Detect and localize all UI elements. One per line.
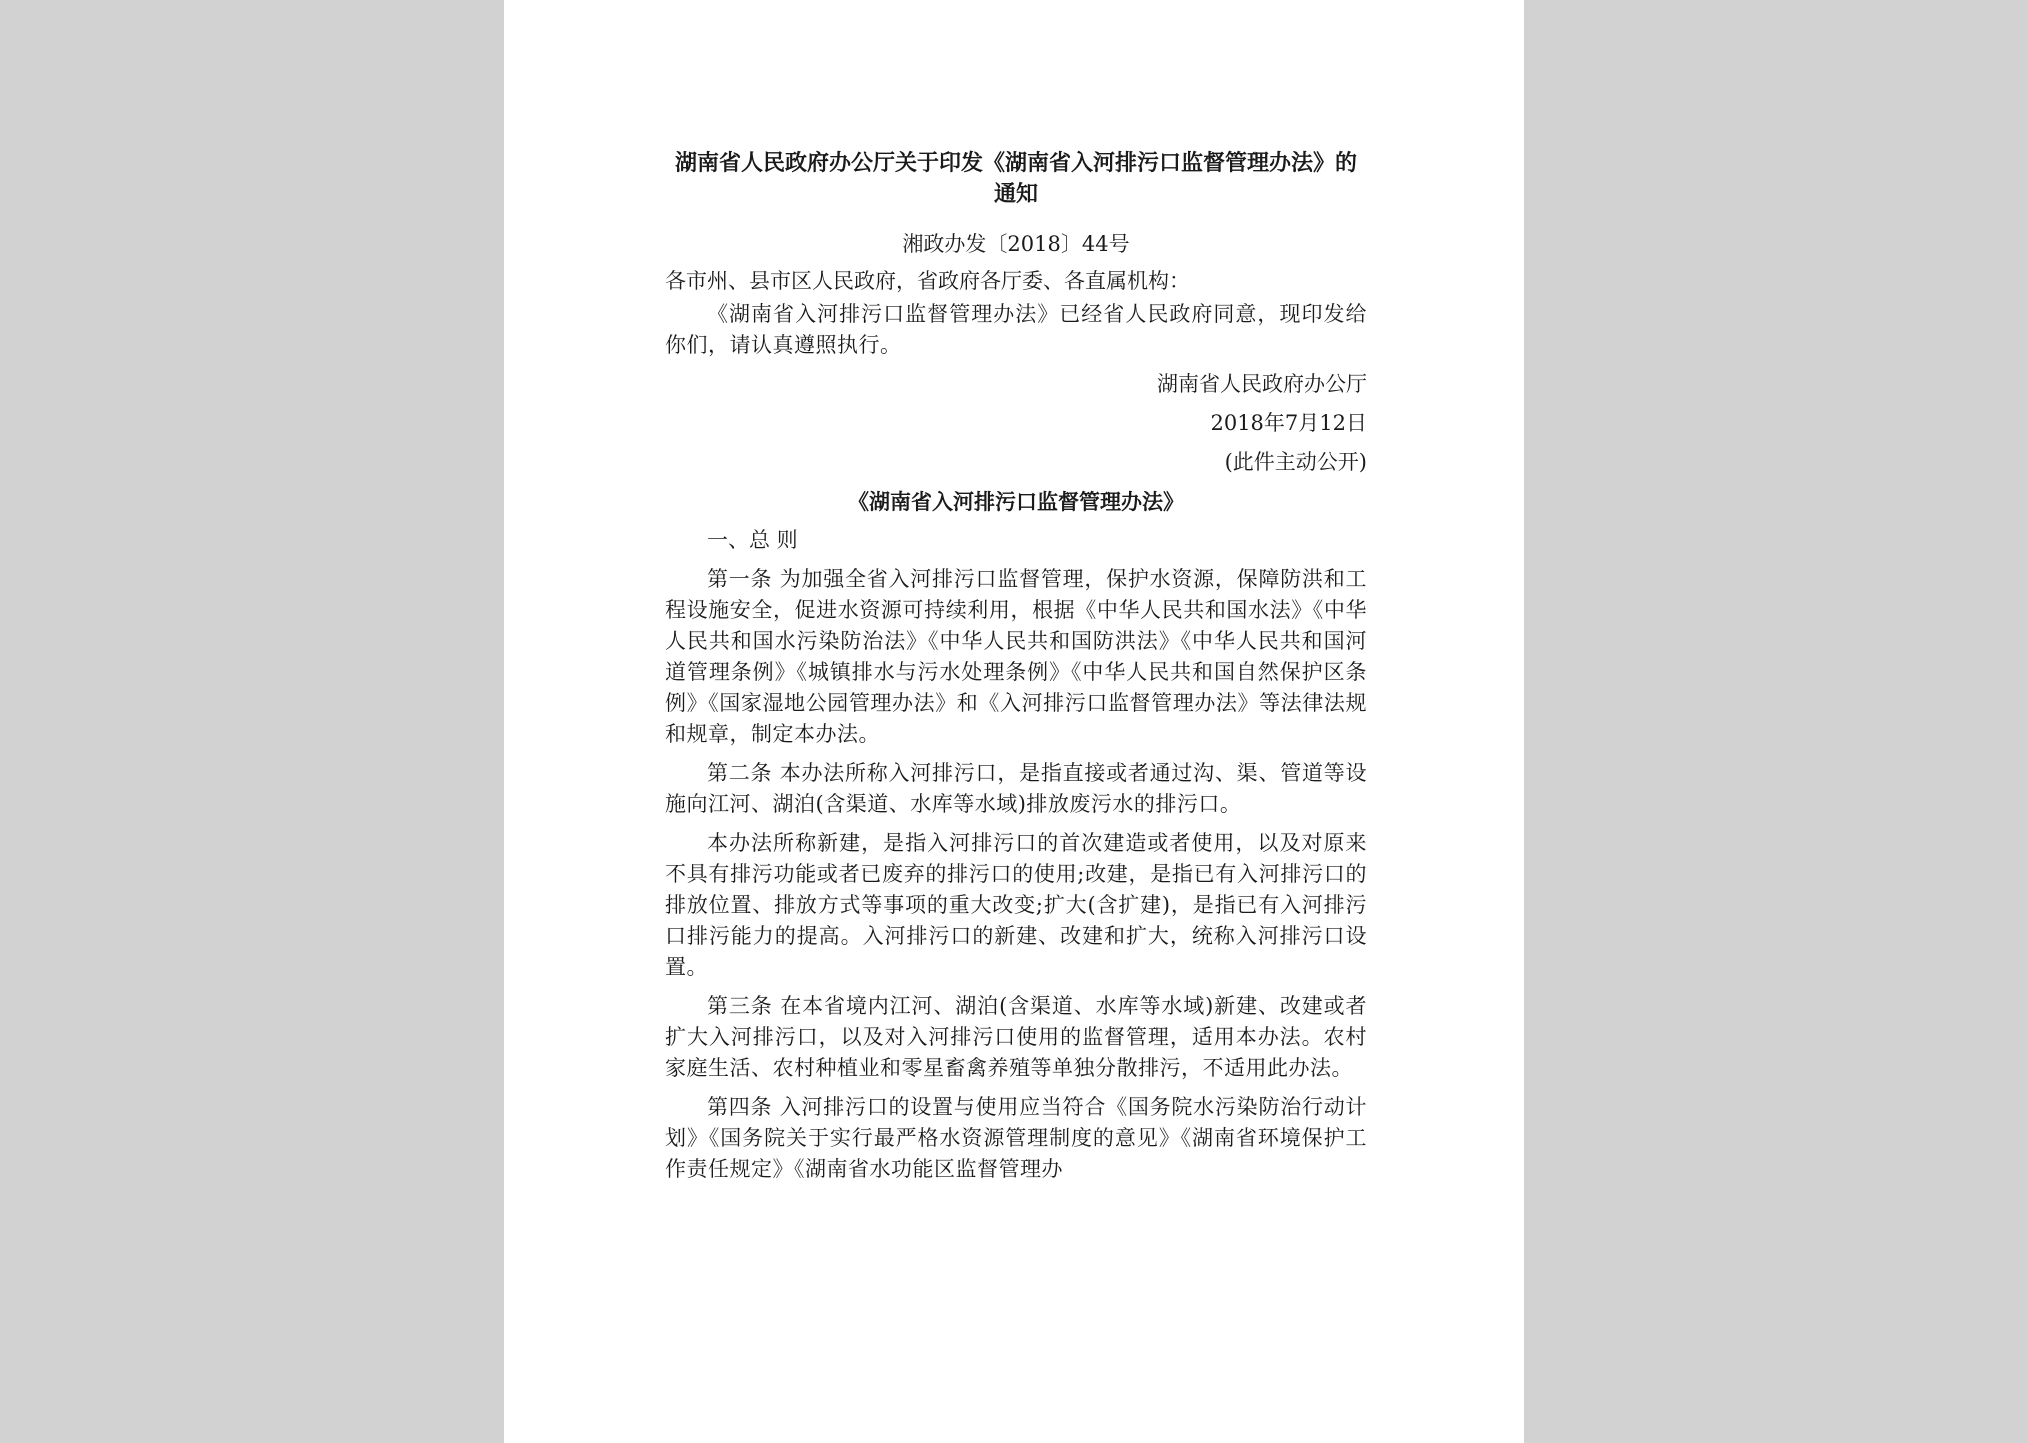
document-content — [665, 148, 1367, 1185]
salutation: 各市州、县市区人民政府，省政府各厅委、各直属机构： — [665, 269, 1190, 293]
issue-date: 2018年7月12日 — [1210, 411, 1367, 435]
disclosure-note: (此件主动公开) — [1224, 450, 1367, 474]
article-3: 第三条 在本省境内江河、湖泊(含渠道、水库等水域)新建、改建或者扩大入河排污口，以及对入河排污口使用的监督管理，适用本办法。农村家庭生活、农村种植业和零星畜禽养殖等单独分散排污，不适用此办法。 — [665, 994, 1367, 1080]
notice-body: 《湖南省入河排污口监督管理办法》已经省人民政府同意，现印发给你们，请认真遵照执行。 — [665, 302, 1367, 357]
article-4: 第四条 入河排污口的设置与使用应当符合《国务院水污染防治行动计划》《国务院关于实行最严格水资源管理制度的意见》《湖南省环境保护工作责任规定》《湖南省水功能区监督管理办 — [665, 1095, 1367, 1181]
chapter-heading: 一、总 则 — [707, 528, 798, 552]
notice-title: 湖南省人民政府办公厅关于印发《湖南省入河排污口监督管理办法》的通知 — [674, 150, 1357, 207]
article-2: 第二条 本办法所称入河排污口，是指直接或者通过沟、渠、管道等设施向江河、湖泊(含渠道、水库等水域)排放废污水的排污口。 — [665, 761, 1367, 816]
issuer: 湖南省人民政府办公厅 — [1157, 372, 1367, 396]
document-page — [504, 0, 1524, 1443]
regulation-title: 《湖南省入河排污口监督管理办法》 — [848, 489, 1184, 514]
article-2-continued: 本办法所称新建，是指入河排污口的首次建造或者使用，以及对原来不具有排污功能或者已废弃的排污口的使用;改建，是指已有入河排污口的排放位置、排放方式等事项的重大改变;扩大(含扩建)，是指已有入河排污口排污能力的提高。入河排污口的新建、改建和扩大，统称入河排污口设置。 — [665, 831, 1367, 979]
document-number: 湘政办发〔2018〕44号 — [902, 232, 1130, 256]
article-1: 第一条 为加强全省入河排污口监督管理，保护水资源，保障防洪和工程设施安全，促进水资源可持续利用，根据《中华人民共和国水法》《中华人民共和国水污染防治法》《中华人民共和国防洪法》《中华人民共和国河道管理条例》《城镇排水与污水处理条例》《中华人民共和国自然保护区条例》《国家湿地公园管理办法》和《入河排污口监督管理办法》等法律法规和规章，制定本办法。 — [665, 567, 1367, 746]
